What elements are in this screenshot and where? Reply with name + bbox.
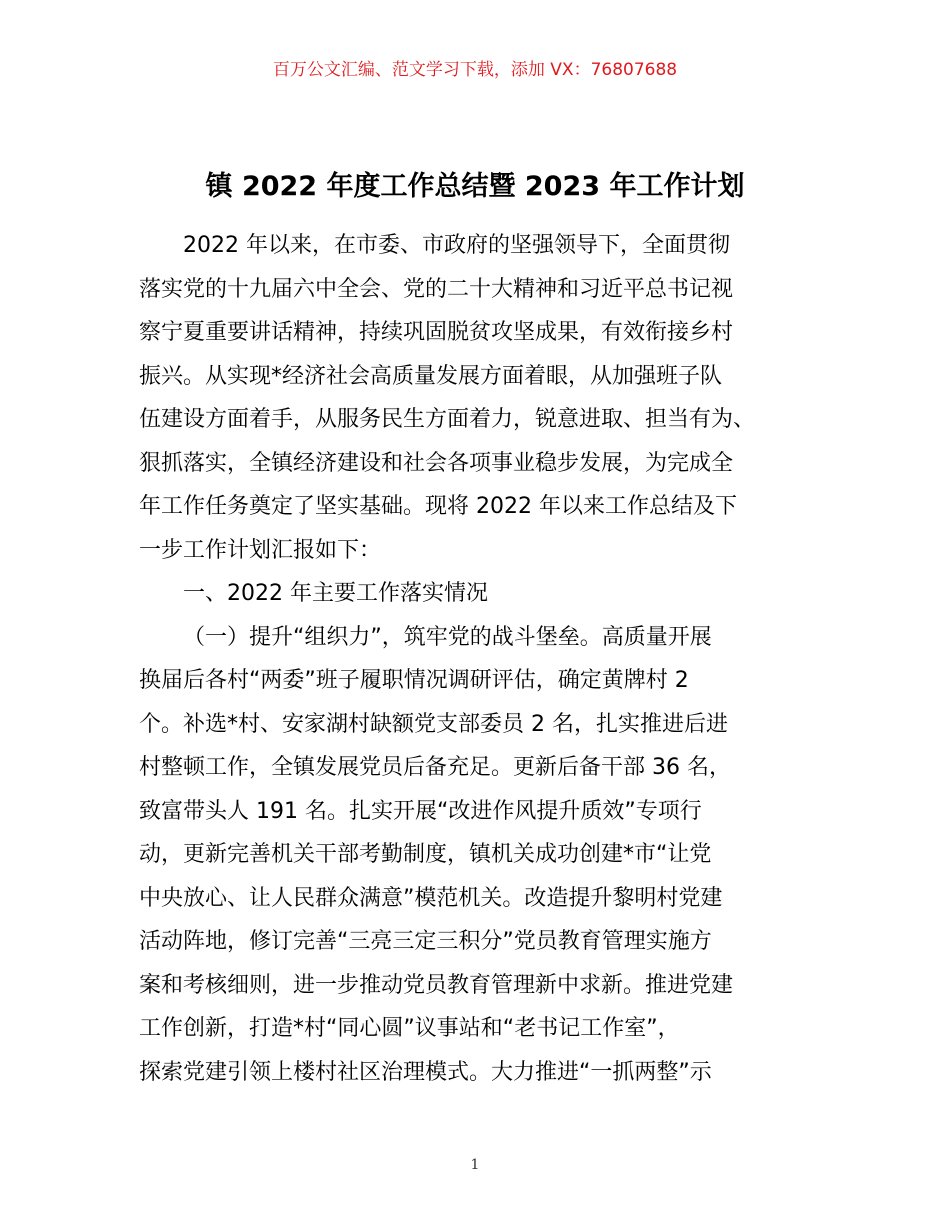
document-title: 镇 2022 年度工作总结暨 2023 年工作计划 bbox=[205, 171, 745, 202]
subsection-paragraph bbox=[139, 616, 814, 660]
subsection-line: 个。补选*村、安家湖村缺额党支部委员 2 名，扎实推进后进 bbox=[139, 711, 728, 737]
subsection-line: 致富带头人 191 名。扎实开展“改进作风提升质效”专项行 bbox=[139, 798, 702, 824]
section-heading: 一、2022 年主要工作落实情况 bbox=[183, 581, 488, 606]
intro-line: 察宁夏重要讲话精神，持续巩固脱贫攻坚成果，有效衔接乡村 bbox=[139, 320, 734, 345]
subsection-line: 案和考核细则，进一步推动党员教育管理新中求新。推进党建 bbox=[139, 972, 734, 998]
intro-line: 落实党的十九届六中全会、党的二十大精神和习近平总书记视 bbox=[139, 276, 734, 302]
subsection-line: 动，更新完善机关干部考勤制度，镇机关成功创建*市“让党 bbox=[139, 842, 712, 867]
document-body bbox=[139, 224, 814, 1094]
page-number: 1 bbox=[470, 1157, 480, 1173]
subsection-line: （一）提升“组织力”，筑牢党的战斗堡垒。高质量开展 bbox=[183, 624, 712, 650]
intro-line: 2022 年以来，在市委、市政府的坚强领导下，全面贯彻 bbox=[183, 233, 730, 258]
header-promo-text: 百万公文汇编、范文学习下载，添加 VX：76807688 bbox=[272, 60, 678, 80]
intro-line: 一步工作计划汇报如下： bbox=[139, 537, 382, 563]
subsection-continuation bbox=[139, 659, 814, 1094]
intro-line: 年工作任务奠定了坚实基础。现将 2022 年以来工作总结及下 bbox=[139, 494, 737, 519]
intro-line: 伍建设方面着手，从服务民生方面着力，锐意进取、担当有为、 bbox=[139, 407, 756, 432]
subsection-line: 工作创新，打造*村“同心圆”议事站和“老书记工作室”， bbox=[139, 1016, 680, 1041]
subsection-line: 村整顿工作，全镇发展党员后备充足。更新后备干部 36 名， bbox=[139, 755, 731, 780]
intro-continuation bbox=[139, 268, 814, 573]
subsection-line: 活动阵地，修订完善“三亮三定三积分”党员教育管理实施方 bbox=[139, 929, 712, 954]
subsection-line: 探索党建引领上楼村社区治理模式。大力推进“一抓两整”示 bbox=[139, 1059, 712, 1085]
intro-paragraph bbox=[139, 224, 814, 268]
intro-line: 振兴。从实现*经济社会高质量发展方面着眼，从加强班子队 bbox=[139, 363, 723, 389]
intro-line: 狠抓落实，全镇经济建设和社会各项事业稳步发展，为完成全 bbox=[139, 450, 734, 476]
subsection-line: 换届后各村“两委”班子履职情况调研评估，确定黄牌村 2 bbox=[139, 668, 689, 693]
subsection-line: 中央放心、让人民群众满意”模范机关。改造提升黎明村党建 bbox=[139, 885, 723, 911]
